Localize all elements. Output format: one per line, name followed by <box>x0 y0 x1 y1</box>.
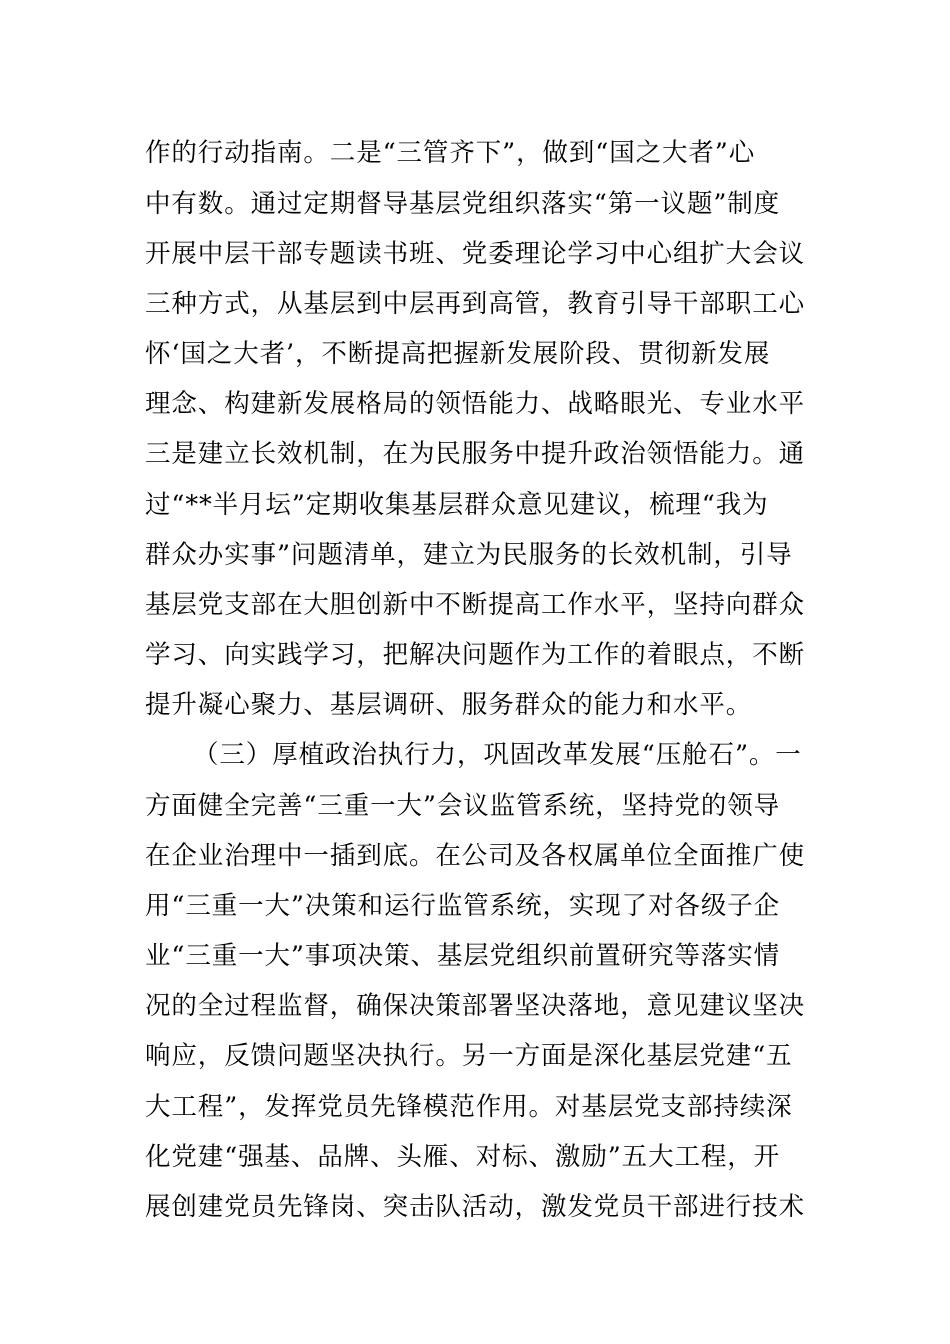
text-line-19: 响应，反馈问题坚决执行。另一方面是深化基层党建“五 <box>145 1041 793 1071</box>
text-line-9: 群众办实事”问题清单，建立为民服务的长效机制，引导 <box>145 540 793 570</box>
text-line-10: 基层党支部在大胆创新中不断提高工作水平，坚持向群众 <box>145 590 806 620</box>
text-line-22: 展创建党员先锋岗、突击队活动，激发党员干部进行技术 <box>145 1192 806 1222</box>
section-heading-line: （三）厚植政治执行力，巩固改革发展“压舱石”。一 <box>193 740 802 770</box>
text-line-3: 开展中层干部专题读书班、党委理论学习中心组扩大会议 <box>145 239 806 269</box>
text-line-21: 化党建“强基、品牌、头雁、对标、激励”五大工程，开 <box>145 1142 781 1172</box>
text-line-1: 作的行动指南。二是“三管齐下”，做到“国之大者”心 <box>145 138 756 168</box>
text-line-17: 业“三重一大”事项决策、基层党组织前置研究等落实情 <box>145 941 781 971</box>
text-line-20: 大工程”，发挥党员先锋模范作用。对基层党支部持续深 <box>145 1092 793 1122</box>
text-line-6: 理念、构建新发展格局的领悟能力、战略眼光、专业水平 <box>145 389 806 419</box>
text-line-18: 况的全过程监督，确保决策部署坚决落地，意见建议坚决 <box>145 991 806 1021</box>
text-line-16: 用“三重一大”决策和运行监管系统，实现了对各级子企 <box>145 891 781 921</box>
text-line-4: 三种方式，从基层到中层再到高管，教育引导干部职工心 <box>145 289 806 319</box>
text-line-12: 提升凝心聚力、基层调研、服务群众的能力和水平。 <box>145 690 753 720</box>
text-line-11: 学习、向实践学习，把解决问题作为工作的着眼点，不断 <box>145 640 806 670</box>
text-line-14: 方面健全完善“三重一大”会议监管系统，坚持党的领导 <box>145 791 781 821</box>
text-line-2: 中有数。通过定期督导基层党组织落实“第一议题”制度 <box>145 189 781 219</box>
text-line-15: 在企业治理中一插到底。在公司及各权属单位全面推广使 <box>145 841 806 871</box>
text-line-7: 三是建立长效机制，在为民服务中提升政治领悟能力。通 <box>145 439 806 469</box>
text-line-8: 过“**半月坛”定期收集基层群众意见建议，梳理“我为 <box>145 490 769 520</box>
text-line-5: 怀‘国之大者’，不断提高把握新发展阶段、贯彻新发展 <box>145 339 771 369</box>
